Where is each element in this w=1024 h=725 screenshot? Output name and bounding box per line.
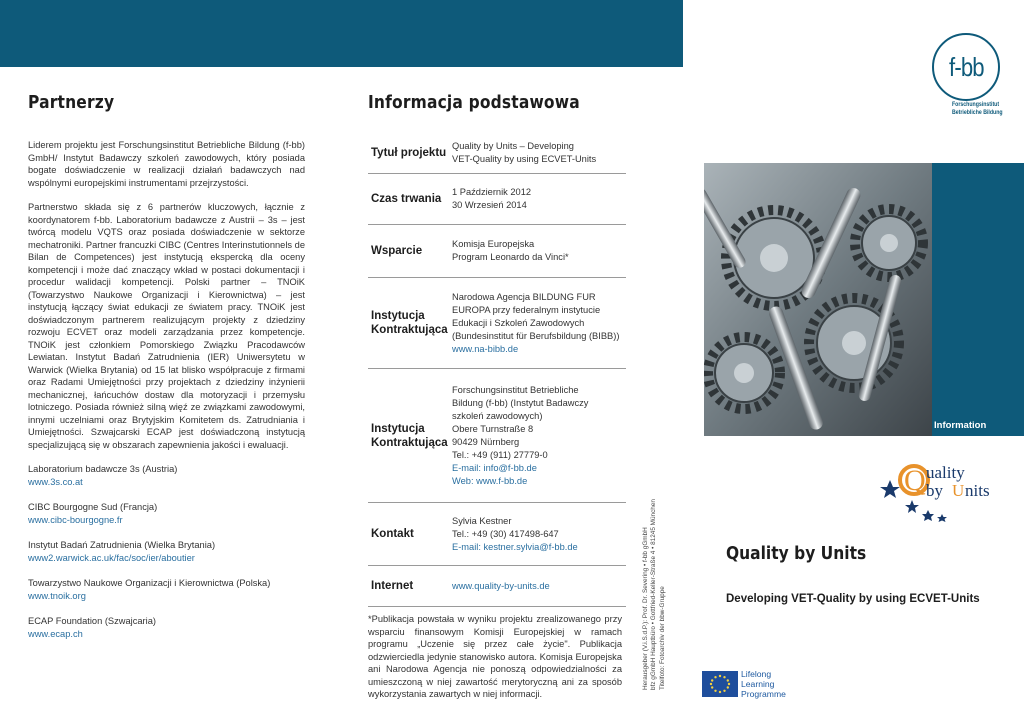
- partners-column: [28, 92, 305, 653]
- qbu-word-uality: uality: [926, 463, 965, 482]
- info-row-contact: [368, 503, 626, 566]
- partners-heading: Partnerzy: [28, 92, 115, 113]
- info-row-contracting-agency: [368, 278, 626, 369]
- info-row-support: [368, 225, 626, 278]
- cover-subtitle: Developing VET-Quality by using ECVET-Units: [726, 593, 980, 605]
- info-row-title: [368, 133, 626, 174]
- qbu-letter-u: U: [952, 481, 965, 500]
- info-line: (Bundesinstitut für Berufsbildung (BIBB)): [452, 330, 620, 341]
- info-row-value: [452, 133, 626, 173]
- info-line: szkoleń zawodowych): [452, 410, 543, 421]
- partner-item: [28, 463, 305, 488]
- partner-name: ECAP Foundation (Szwajcaria): [28, 616, 156, 626]
- partner-item: [28, 501, 305, 526]
- imprint-line: bfz gGmbH Hauptbüro • Gottfried-Keller-Straße 4 • 81245 München: [650, 499, 658, 690]
- info-line: Obere Turnstraße 8: [452, 423, 534, 434]
- info-row-internet: [368, 566, 626, 607]
- qbu-letter-q: Q: [904, 464, 926, 497]
- info-link[interactable]: E-mail: kestner.sylvia@f-bb.de: [452, 541, 578, 552]
- info-line: Forschungsinstitut Betriebliche: [452, 384, 579, 395]
- fbb-sub-line: Betriebliche Bildung: [952, 108, 1003, 116]
- info-heading: Informacja podstawowa: [368, 92, 580, 113]
- info-row-value: [452, 174, 626, 224]
- info-line: Program Leonardo da Vinci*: [452, 252, 569, 262]
- info-row-value: [452, 278, 626, 368]
- cover-title: Quality by Units: [726, 543, 867, 564]
- information-label: Information: [934, 420, 987, 431]
- info-line: 90429 Nürnberg: [452, 436, 520, 447]
- info-row-label: Internet: [371, 580, 414, 592]
- partner-name: CIBC Bourgogne Sud (Francja): [28, 502, 158, 512]
- lifelong-learning-logo: [741, 670, 786, 699]
- info-line: Edukacji i Szkoleń Zawodowych: [452, 317, 585, 328]
- info-row-label: Tytuł projektu: [371, 147, 447, 159]
- gears-illustration: [704, 163, 932, 436]
- info-line: Bildung (f-bb) (Instytut Badawczy: [452, 397, 589, 408]
- partners-description-paragraph: Partnerstwo składa się z 6 partnerów kluczowych, łącznie z koordynatorem f-bb. Laboratorium badawcze z Austrii – 3s – jest twórcą modelu VQTS oraz posiada doświadczenie w sektorze mechatroniki. Partner francuzki CIBC (Centres Interinstutionnels de Bilan de Competences) jest instytucją ekspercką dla oceny kompetencji i może dać znaczący wkład w postaci dokumentacji i procedur walidacji kompetencji. Polski partner – TNOiK (Towarzystwo Naukowe Organizacji i Kierownictwa) – jest instytucją łączący świat edukacji ze światem pracy. TNOiK jest doświadczonym partnerem realizującym projekty z dziedziny rozwoju ECVET oraz modeli zarządzania przez kompetencje. TNOiK jest członkiem Pomorskiego Związku Pracodawców Lewiatan. Instytut Badań Zatrudnienia (IER) Uniwersytetu w Warwick (Wielka Brytania) od 15 lat blisko współpracuje z firmami oraz Radami Umiejętności przy projektach z dziedziny inżynierii mechanicznej, łańcuchów dostaw dla motoryzacji i przemysłu lotniczego. Posiada również silną więź ze związkami zawodowymi, innymi uczelniami oraz Brytyjskim Komitetem ds. Zatrudniania i Umiejętności. Szwajcarski ECAP jest doświadczoną instytucją specjalizującą się w obszarach zapewnienia jakości i ewaluacji.: [28, 202, 305, 450]
- partner-name: Towarzystwo Naukowe Organizacji i Kierownictwa (Polska): [28, 578, 271, 588]
- partner-list: [28, 463, 305, 640]
- info-line: Komisja Europejska: [452, 239, 535, 249]
- imprint-rotated-text: [642, 450, 667, 690]
- partner-name: Laboratorium badawcze 3s (Austria): [28, 464, 178, 474]
- info-line: Quality by Units – Developing: [452, 141, 574, 151]
- partner-item: [28, 615, 305, 640]
- imprint-line: Herausgeber (V.i.S.d.P.): Prof. Dr. Severing • f-bb gGmbH: [642, 527, 649, 690]
- info-link[interactable]: www.quality-by-units.de: [452, 580, 550, 591]
- info-row-value: [452, 503, 626, 565]
- partner-link[interactable]: www.3s.co.at: [28, 476, 83, 487]
- info-row-duration: [368, 174, 626, 225]
- imprint-line: Titelfoto: Fotoarchiv der bbw-Gruppe: [658, 586, 666, 690]
- qbu-word-by: by: [926, 481, 943, 500]
- ll-line: Lifelong: [741, 669, 772, 679]
- info-line: EUROPA przy federalnym instytucie: [452, 304, 601, 315]
- info-link[interactable]: E-mail: info@f-bb.de: [452, 462, 537, 473]
- info-line: Tel.: +49 (911) 27779-0: [452, 449, 548, 460]
- info-row-contracting-institute: [368, 369, 626, 503]
- info-line: Sylvia Kestner: [452, 515, 512, 526]
- partners-intro-paragraph: Liderem projektu jest Forschungsinstitut Betriebliche Bildung (f-bb) GmbH/ Instytut Badawczy szkoleń zawodowych, który posiada bogate doświadczenie w realizacji działań badawczych nad wspólnymi europejskimi instrumentami przejrzystości.: [28, 140, 305, 188]
- info-row-value: [452, 369, 626, 502]
- fbb-sub-line: Forschungsinstitut: [952, 101, 1000, 108]
- eu-flag-icon: [702, 671, 738, 697]
- info-link[interactable]: Web: www.f-bb.de: [452, 475, 528, 486]
- funding-footnote: *Publikacja powstała w wyniku projektu zrealizowanego przy wsparciu finansowym Komisji Europejskiej w ramach programu „Uczenie się przez całe życie". Publikacja odzwierciedla jedynie stanowisko autora. Komisja Europejska ani Narodowa Agencja nie ponoszą odpowiedzialności za umieszczoną w niej zawartość merytoryczną ani za sposób wykorzystania zawartych w niej informacji.: [368, 614, 622, 699]
- fbb-logo-subtitle: [952, 101, 1003, 116]
- fbb-logo: [932, 33, 1000, 101]
- info-row-label: Wsparcie: [371, 245, 423, 257]
- info-row-label: Czas trwania: [371, 193, 442, 205]
- partner-item: [28, 539, 305, 564]
- partner-link[interactable]: www.cibc-bourgogne.fr: [28, 514, 123, 525]
- ll-line: Programme: [741, 688, 786, 699]
- info-line: VET-Quality by using ECVET-Units: [452, 154, 597, 164]
- info-row-label: Kontakt: [371, 528, 414, 540]
- info-line: Narodowa Agencja BILDUNG FUR: [452, 291, 596, 302]
- quality-by-units-logo: [876, 458, 1006, 528]
- info-column: [368, 92, 626, 701]
- partner-link[interactable]: www.tnoik.org: [28, 590, 86, 601]
- partner-item: [28, 577, 305, 602]
- info-row-value: [452, 225, 626, 277]
- info-row-label: Instytucja Kontraktująca: [371, 310, 448, 336]
- info-line: 30 Wrzesień 2014: [452, 200, 527, 210]
- qbu-word-nits: nits: [965, 481, 990, 500]
- partner-link[interactable]: www.ecap.ch: [28, 628, 83, 639]
- info-link[interactable]: www.na-bibb.de: [452, 343, 519, 354]
- top-color-band: [0, 0, 683, 67]
- ll-line: Learning: [741, 678, 775, 689]
- partner-name: Instytut Badań Zatrudnienia (Wielka Brytania): [28, 540, 216, 550]
- info-row-value: [452, 566, 626, 606]
- info-line: 1 Październik 2012: [452, 187, 532, 197]
- info-line: Tel.: +49 (30) 417498-647: [452, 528, 559, 539]
- partner-link[interactable]: www2.warwick.ac.uk/fac/soc/ier/aboutier: [28, 552, 195, 563]
- fbb-logo-text: f-bb: [948, 51, 984, 82]
- info-row-label: Instytucja Kontraktująca: [371, 422, 448, 449]
- gears-photo: [704, 163, 932, 436]
